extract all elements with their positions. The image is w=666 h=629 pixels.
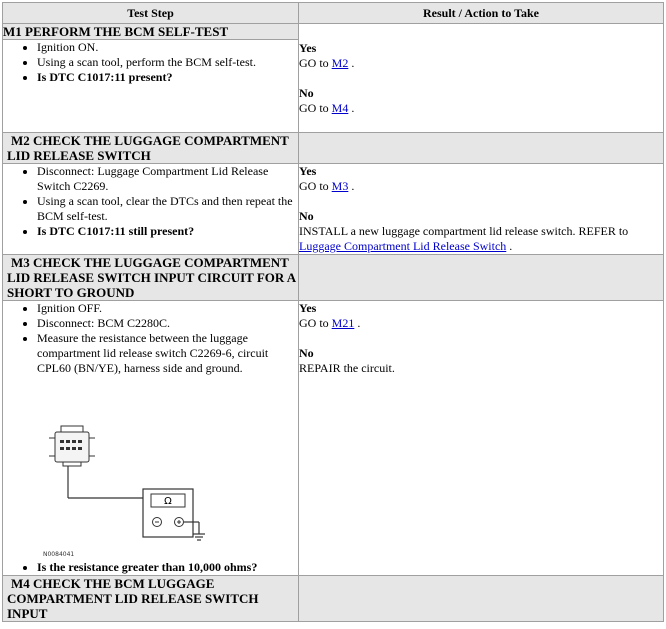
step-title-m2: M2 CHECK THE LUGGAGE COMPARTMENT LID RELEASE SWITCH [3,133,299,164]
link-m21[interactable]: M21 [331,316,355,330]
figure-id: N0084041 [43,551,75,558]
no-label: No [299,86,314,100]
step-title-m3: M3 CHECK THE LUGGAGE COMPARTMENT LID RELEASE SWITCH INPUT CIRCUIT FOR A SHORT TO GROUND [3,255,299,301]
link-release-switch[interactable]: Luggage Compartment Lid Release Switch [299,239,507,253]
yes-label: Yes [299,41,317,55]
step-body-m1 [3,40,299,133]
link-m2[interactable]: M2 [331,56,349,70]
result-title-spacer-m4 [299,576,664,622]
step-item: • Ignition ON. [37,40,298,55]
result-m3 [299,301,664,576]
no-label: No [299,346,314,360]
step-item: • Ignition OFF. [37,301,298,316]
step-question: • Is the resistance greater than 10,000 ohms? [37,560,298,575]
result-m2 [299,164,664,255]
result-m1 [299,24,664,133]
ground-icon [193,534,205,540]
result-title-spacer-m2 [299,133,664,164]
diagnostic-table [2,2,664,622]
step-item: • Disconnect: Luggage Compartment Lid Release Switch C2269. [37,164,298,194]
result-title-spacer-m3 [299,255,664,301]
yes-label: Yes [299,301,317,315]
step-title-m1: M1 PERFORM THE BCM SELF-TEST [3,24,299,40]
diagram-svg [33,416,233,546]
link-m3[interactable]: M3 [331,179,349,193]
yes-action: GO to M21 . [299,316,361,330]
step-item: • Disconnect: BCM C2280C. [37,316,298,331]
yes-action: GO to M2 . [299,56,355,70]
step-item: • Using a scan tool, clear the DTCs and then repeat the BCM self-test. [37,194,298,224]
ohm-symbol: Ω [164,496,172,507]
no-action: REPAIR the circuit. [299,361,395,375]
connector-icon [49,426,95,466]
wiring-diagram [3,376,298,556]
no-label: No [299,209,314,223]
no-action: GO to M4 . [299,101,355,115]
yes-label: Yes [299,164,317,178]
yes-action: GO to M3 . [299,179,355,193]
header-test-step: Test Step [3,3,299,24]
step-title-m4: M4 CHECK THE BCM LUGGAGE COMPARTMENT LID RELEASE SWITCH INPUT [3,576,299,622]
header-result: Result / Action to Take [299,3,664,24]
no-action: INSTALL a new luggage compartment lid release switch. REFER to Luggage Compartment Lid Release Switch . [299,224,629,253]
step-question: • Is DTC C1017:11 still present? [37,224,298,239]
link-m4[interactable]: M4 [331,101,349,115]
step-item: • Measure the resistance between the luggage compartment lid release switch C2269-6, circuit CPL60 (BN/YE), harness side and ground. [37,331,298,376]
step-body-m3 [3,301,299,576]
step-body-m2 [3,164,299,255]
step-question: • Is DTC C1017:11 present? [37,70,298,85]
step-item: • Using a scan tool, perform the BCM self-test. [37,55,298,70]
